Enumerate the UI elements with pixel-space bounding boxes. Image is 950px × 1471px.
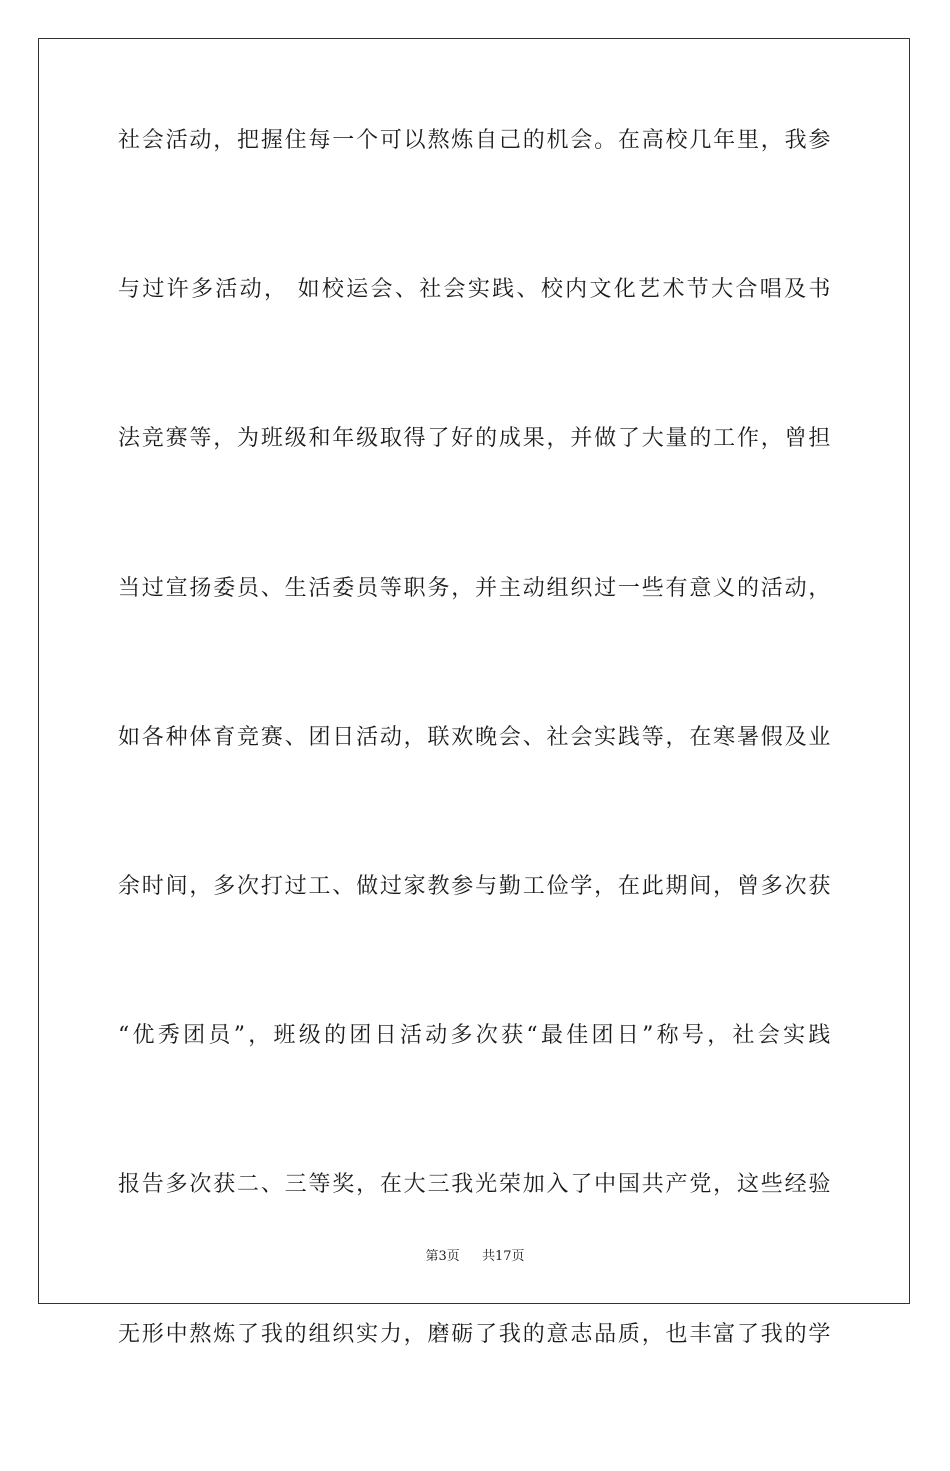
text-line-2: 与过许多活动， 如校运会、社会实践、校内文化艺术节大合唱及书 <box>118 277 832 303</box>
text-line-7: “优秀团员”，班级的团日活动多次获“最佳团日”称号，社会实践 <box>118 1023 832 1049</box>
page-number: 第3页 <box>425 1249 460 1264</box>
text-line-3: 法竞赛等，为班级和年级取得了好的成果，并做了大量的工作，曾担 <box>118 426 832 452</box>
page-footer <box>0 1249 950 1265</box>
text-line-4: 当过宣扬委员、生活委员等职务，并主动组织过一些有意义的活动， <box>118 575 832 601</box>
text-line-5: 如各种体育竞赛、团日活动，联欢晚会、社会实践等，在寒暑假及业 <box>118 724 832 750</box>
text-line-1: 社会活动，把握住每一个可以熬炼自己的机会。在高校几年里，我参 <box>118 128 832 153</box>
page-total: 共17页 <box>482 1249 525 1264</box>
text-line-9: 无形中熬炼了我的组织实力，磨砺了我的意志品质，也丰富了我的学 <box>118 1321 832 1347</box>
document-body <box>118 128 832 1471</box>
text-line-8: 报告多次获二、三等奖，在大三我光荣加入了中国共产党，这些经验 <box>118 1172 832 1198</box>
text-line-6: 余时间，多次打过工、做过家教参与勤工俭学，在此期间，曾多次获 <box>118 873 832 899</box>
